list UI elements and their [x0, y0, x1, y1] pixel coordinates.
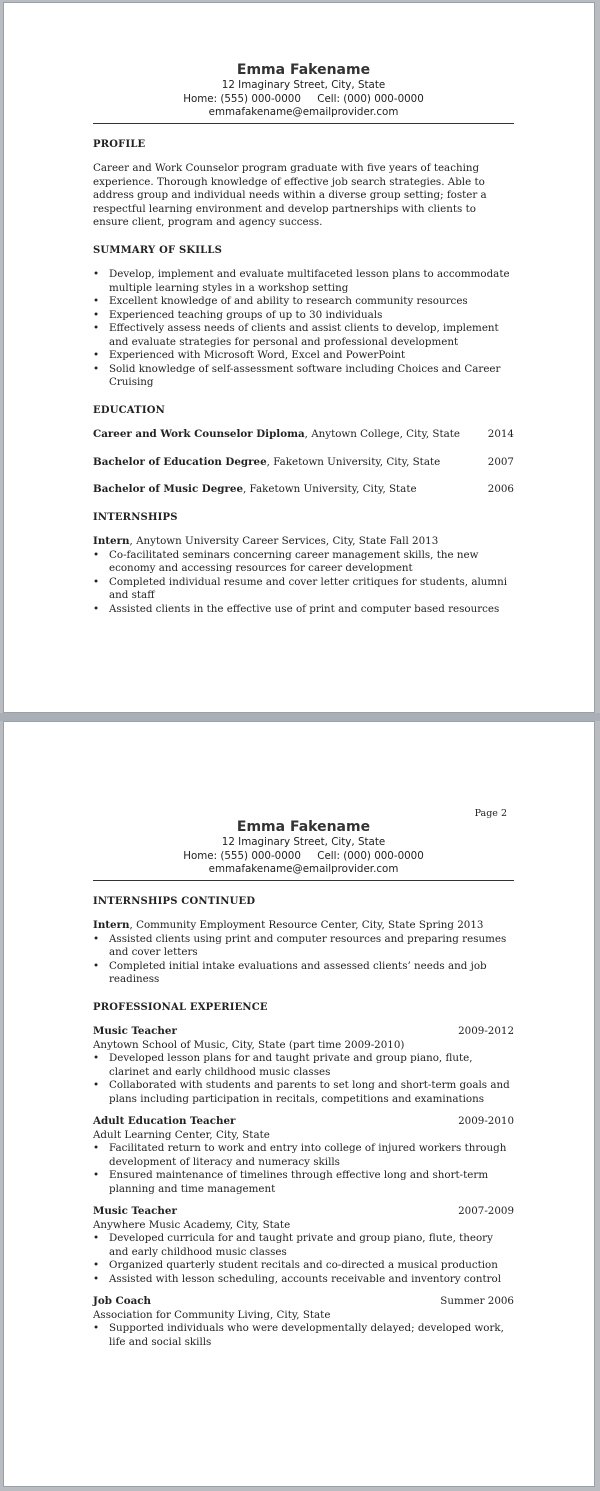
job-dates: 2009-2010	[458, 1115, 514, 1127]
degree-name: Bachelor of Education Degree	[93, 455, 267, 468]
job-duties	[93, 1052, 514, 1106]
duty-item: • Developed lesson plans for and taught private and group piano, flute, clarinet and early childhood music classes	[93, 1052, 514, 1079]
skill-item: • Excellent knowledge of and ability to research community resources	[93, 295, 514, 309]
job-organization: Anytown School of Music, City, State (part time 2009-2010)	[93, 1038, 405, 1051]
education-entry	[93, 428, 514, 442]
internship-duties	[93, 933, 514, 987]
duty-item: • Supported individuals who were developmentally delayed; developed work, life and social skills	[93, 1322, 514, 1349]
education-entry	[93, 456, 514, 470]
internship-title-line	[93, 535, 514, 549]
internship-title-line	[93, 919, 514, 933]
profile-heading: PROFILE	[93, 138, 146, 150]
email-line: emmafakename@emailprovider.com	[208, 106, 399, 118]
duty-item: • Ensured maintenance of timelines through effective long and short-term planning and time management	[93, 1169, 514, 1196]
duty-item: • Organized quarterly student recitals and co-directed a musical production	[93, 1259, 514, 1273]
phone-line: Home: (555) 000-0000 Cell: (000) 000-0000	[183, 849, 424, 862]
degree-name: Career and Work Counselor Diploma	[93, 428, 305, 440]
experience-heading: PROFESSIONAL EXPERIENCE	[93, 1001, 268, 1013]
job-title: Adult Education Teacher	[93, 1115, 236, 1127]
page-2-content	[93, 818, 514, 1358]
education-entry	[93, 483, 514, 497]
job-duties	[93, 1322, 514, 1349]
job-entry	[93, 1205, 514, 1286]
email-line: emmafakename@emailprovider.com	[208, 863, 399, 875]
job-entry	[93, 1115, 514, 1196]
skill-item: • Experienced with Microsoft Word, Excel and PowerPoint	[93, 349, 514, 363]
duty-item: • Assisted clients using print and computer resources and preparing resumes and cover letters	[93, 933, 514, 960]
address-line: 12 Imaginary Street, City, State	[221, 836, 386, 848]
duty-item: • Assisted with lesson scheduling, accounts receivable and inventory control	[93, 1273, 514, 1287]
page-separator	[0, 713, 600, 721]
duty-item: • Completed initial intake evaluations and assessed clients’ needs and job readiness	[93, 960, 514, 987]
skill-item: • Develop, implement and evaluate multifaceted lesson plans to accommodate multiple learning styles in a workshop setting	[93, 268, 514, 295]
header-rule	[93, 123, 514, 124]
internship-detail: , Community Employment Resource Center, City, State Spring 2013	[129, 919, 484, 931]
skills-heading: SUMMARY OF SKILLS	[93, 244, 223, 256]
school-name: , Faketown University, City, State	[266, 455, 441, 468]
graduation-year: 2007	[487, 455, 514, 468]
internship-duties	[93, 549, 514, 617]
internships-continued-heading: INTERNSHIPS CONTINUED	[93, 895, 256, 907]
graduation-year: 2006	[487, 483, 514, 495]
job-dates: Summer 2006	[440, 1295, 514, 1307]
duty-item: • Co-facilitated seminars concerning career management skills, the new economy and accessing resources for career development	[93, 549, 514, 576]
duty-item: • Completed individual resume and cover letter critiques for students, alumni and staff	[93, 576, 514, 603]
job-title: Music Teacher	[93, 1205, 177, 1217]
skill-item: • Effectively assess needs of clients and assist clients to develop, implement and evaluate strategies for personal and professional development	[93, 322, 514, 349]
resume-page-2	[3, 721, 595, 1487]
school-name: , Anytown College, City, State	[304, 428, 460, 440]
degree-name: Bachelor of Music Degree	[93, 483, 244, 495]
page-1-content	[93, 61, 514, 616]
job-organization: Anywhere Music Academy, City, State	[93, 1218, 291, 1231]
internship-detail: , Anytown University Career Services, City, State Fall 2013	[129, 535, 439, 547]
education-heading: EDUCATION	[93, 404, 165, 416]
job-entry	[93, 1025, 514, 1106]
internship-role: Intern	[93, 535, 130, 547]
graduation-year: 2014	[487, 428, 514, 440]
candidate-name: Emma Fakename	[236, 819, 371, 835]
job-entry	[93, 1295, 514, 1349]
internships-heading: INTERNSHIPS	[93, 511, 178, 523]
duty-item: • Collaborated with students and parents to set long and short-term goals and plans including participation in recitals, competitions and examinations	[93, 1079, 514, 1106]
job-title: Music Teacher	[93, 1025, 177, 1037]
duty-item: • Facilitated return to work and entry into college of injured workers through development of literacy and numeracy skills	[93, 1142, 514, 1169]
page-number: Page 2	[474, 808, 507, 819]
job-duties	[93, 1232, 514, 1286]
job-duties	[93, 1142, 514, 1196]
skill-item: • Experienced teaching groups of up to 30 individuals	[93, 309, 514, 323]
job-title: Job Coach	[93, 1295, 152, 1307]
internship-role: Intern	[93, 919, 130, 931]
duty-item: • Assisted clients in the effective use of print and computer based resources	[93, 603, 514, 617]
resume-header	[93, 818, 514, 877]
resume-header	[93, 61, 514, 120]
profile-text: Career and Work Counselor program graduate with five years of teaching experience. Thorough knowledge of effective job search strategies. Able to address group and individual needs within a diverse group setting; foster a respectful learning environment and develop partnerships with clients to ensure client, program and agency success.	[93, 162, 487, 228]
phone-line: Home: (555) 000-0000 Cell: (000) 000-0000	[183, 92, 424, 105]
resume-page-1	[3, 2, 595, 713]
address-line: 12 Imaginary Street, City, State	[221, 79, 386, 91]
job-organization: Adult Learning Center, City, State	[93, 1128, 270, 1141]
candidate-name: Emma Fakename	[236, 62, 371, 78]
duty-item: • Developed curricula for and taught private and group piano, flute, theory and early childhood music classes	[93, 1232, 514, 1259]
school-name: , Faketown University, City, State	[243, 483, 417, 495]
skills-list	[93, 268, 514, 390]
header-rule	[93, 880, 514, 881]
job-organization: Association for Community Living, City, State	[93, 1308, 331, 1321]
job-dates: 2009-2012	[458, 1025, 514, 1037]
job-dates: 2007-2009	[458, 1205, 514, 1217]
skill-item: • Solid knowledge of self-assessment software including Choices and Career Cruising	[93, 363, 514, 390]
